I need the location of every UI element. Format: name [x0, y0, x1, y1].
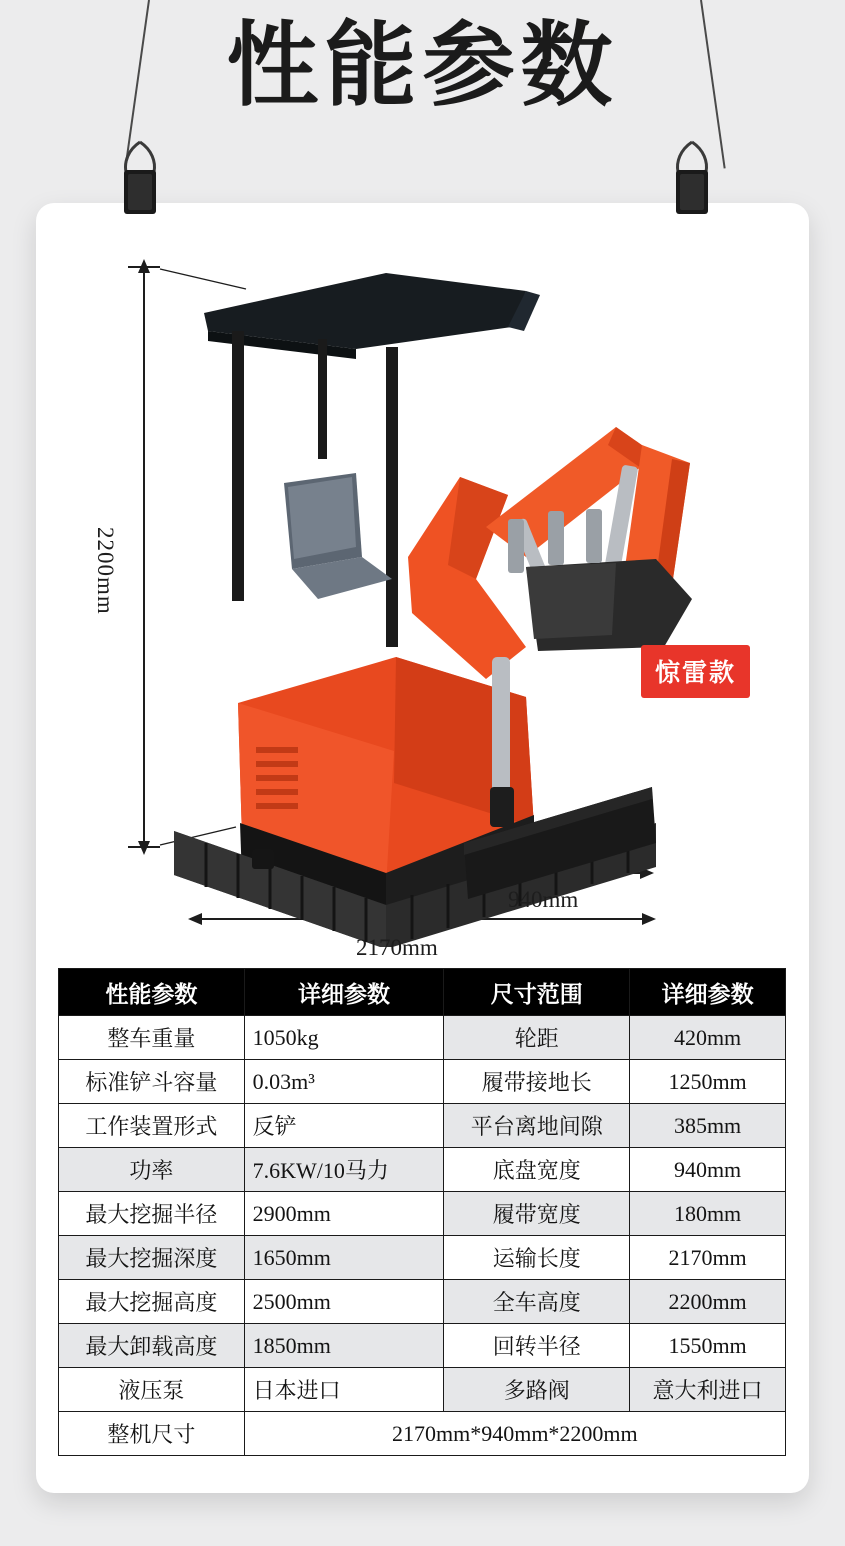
spec-value-2: 2170mm	[630, 1236, 786, 1280]
excavator-drawing	[56, 227, 789, 947]
spec-value-2: 420mm	[630, 1016, 786, 1060]
table-row	[59, 1016, 786, 1060]
spec-name: 最大卸载高度	[59, 1324, 245, 1368]
table-row-overall	[59, 1412, 786, 1456]
dimension-length-label: 2170mm	[356, 935, 438, 960]
table-header-row	[59, 969, 786, 1016]
spec-value: 1050kg	[244, 1016, 444, 1060]
excavator-illustration	[56, 227, 789, 960]
spec-name: 整车重量	[59, 1016, 245, 1060]
page-title: 性能参数	[226, 15, 619, 117]
spec-value-2: 2200mm	[630, 1280, 786, 1324]
table-row	[59, 1192, 786, 1236]
spec-name: 工作装置形式	[59, 1104, 245, 1148]
dimension-height-label: 2200mm	[93, 527, 118, 615]
spec-name: 标准铲斗容量	[59, 1060, 245, 1104]
spec-name: 最大挖掘高度	[59, 1280, 245, 1324]
spec-value-2: 意大利进口	[630, 1368, 786, 1412]
overall-size-value: 2170mm*940mm*2200mm	[244, 1412, 785, 1456]
spec-name-2: 轮距	[444, 1016, 630, 1060]
table-row	[59, 1280, 786, 1324]
spec-name: 最大挖掘深度	[59, 1236, 245, 1280]
spec-value-2: 940mm	[630, 1148, 786, 1192]
table-row	[59, 1060, 786, 1104]
spec-name-2: 回转半径	[444, 1324, 630, 1368]
spec-value: 2900mm	[244, 1192, 444, 1236]
spec-value-2: 1250mm	[630, 1060, 786, 1104]
spec-name: 液压泵	[59, 1368, 245, 1412]
spec-name-2: 履带接地长	[444, 1060, 630, 1104]
overall-size-name: 整机尺寸	[59, 1412, 245, 1456]
table-row	[59, 1368, 786, 1412]
table-row	[59, 1104, 786, 1148]
spec-value: 1850mm	[244, 1324, 444, 1368]
spec-value-2: 180mm	[630, 1192, 786, 1236]
spec-value: 2500mm	[244, 1280, 444, 1324]
spec-name-2: 全车高度	[444, 1280, 630, 1324]
spec-value: 7.6KW/10马力	[244, 1148, 444, 1192]
model-badge: 惊雷款	[641, 645, 750, 698]
header-detail-1: 详细参数	[244, 969, 444, 1016]
spec-value-2: 385mm	[630, 1104, 786, 1148]
spec-name-2: 平台离地间隙	[444, 1104, 630, 1148]
spec-value: 日本进口	[244, 1368, 444, 1412]
header-detail-2: 详细参数	[630, 969, 786, 1016]
spec-name-2: 底盘宽度	[444, 1148, 630, 1192]
page-bottom-edge	[0, 1528, 845, 1546]
spec-card	[36, 203, 809, 1493]
spec-name: 功率	[59, 1148, 245, 1192]
spec-name: 最大挖掘半径	[59, 1192, 245, 1236]
spec-name-2: 多路阀	[444, 1368, 630, 1412]
table-row	[59, 1324, 786, 1368]
header-performance: 性能参数	[59, 969, 245, 1016]
spec-table	[58, 968, 786, 1456]
binder-clip-right-icon	[670, 140, 714, 218]
table-row	[59, 1148, 786, 1192]
header-size-range: 尺寸范围	[444, 969, 630, 1016]
spec-value: 反铲	[244, 1104, 444, 1148]
spec-value-2: 1550mm	[630, 1324, 786, 1368]
binder-clip-left-icon	[118, 140, 162, 218]
table-row	[59, 1236, 786, 1280]
spec-value: 0.03m³	[244, 1060, 444, 1104]
spec-name-2: 履带宽度	[444, 1192, 630, 1236]
spec-value: 1650mm	[244, 1236, 444, 1280]
dimension-width-label: 940mm	[508, 887, 579, 912]
spec-name-2: 运输长度	[444, 1236, 630, 1280]
